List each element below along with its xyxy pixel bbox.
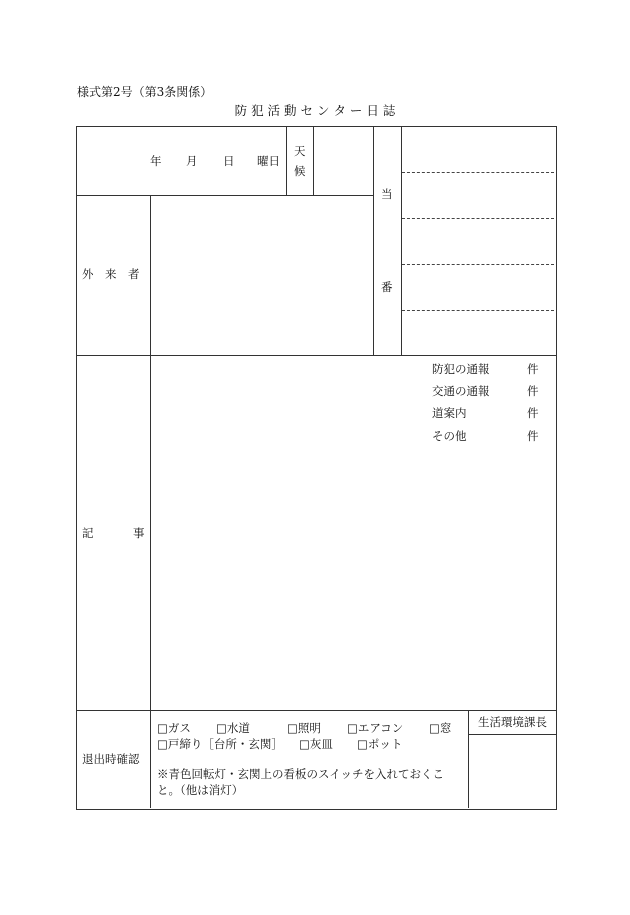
duty-right-line	[401, 126, 402, 356]
date-weekday-label: 曜日	[257, 154, 280, 168]
divider-top-notes	[76, 355, 556, 356]
count-other-label: その他	[432, 429, 467, 443]
divider-notes-exit	[76, 710, 556, 711]
log-table	[76, 126, 557, 810]
form-number: 様式第2号（第3条関係）	[77, 85, 213, 99]
count-crime-label: 防犯の通報	[432, 362, 490, 376]
duty-left-line	[373, 126, 374, 356]
count-traffic-label: 交通の通報	[432, 384, 490, 398]
check-aircon[interactable]: □エアコン	[347, 721, 404, 735]
check-pot[interactable]: □ポット	[357, 737, 403, 751]
exit-check-label: 退出時確認	[82, 752, 140, 766]
date-month-label: 月	[186, 154, 198, 168]
manager-seal-box[interactable]	[469, 735, 555, 807]
exit-note-line1: ※青色回転灯・玄関上の看板のスイッチを入れておくこ	[157, 767, 445, 781]
divider-date-visitor	[76, 195, 373, 196]
check-ashtray[interactable]: □灰皿	[299, 737, 333, 751]
weather-label-bottom: 候	[294, 164, 306, 178]
weather-label-top: 天	[294, 144, 306, 158]
check-locks[interactable]: □戸締り［台所・玄関］	[157, 737, 283, 751]
count-directions-unit: 件	[527, 406, 539, 420]
duty-line-1	[402, 172, 554, 173]
count-crime-unit: 件	[527, 362, 539, 376]
notes-label-right: 事	[133, 526, 145, 540]
duty-line-4	[402, 310, 554, 311]
manager-label: 生活環境課長	[478, 715, 547, 729]
visitor-label: 外 来 者	[82, 267, 140, 281]
check-window[interactable]: □窓	[429, 721, 452, 735]
weather-right-line	[313, 126, 314, 196]
count-directions-label: 道案内	[432, 406, 467, 420]
notes-label-left: 記	[82, 526, 94, 540]
duty-line-2	[402, 218, 554, 219]
count-traffic-unit: 件	[527, 384, 539, 398]
check-gas[interactable]: □ガス	[157, 721, 191, 735]
date-year-label: 年	[150, 154, 162, 168]
duty-line-3	[402, 264, 554, 265]
count-other-unit: 件	[527, 429, 539, 443]
page-title: 防 犯 活 動 セ ン タ ー 日 誌	[234, 103, 396, 118]
duty-label-top: 当	[381, 187, 393, 201]
date-day-label: 日	[223, 154, 235, 168]
label-column-line	[150, 195, 151, 808]
check-lights[interactable]: □照明	[287, 721, 321, 735]
exit-note-line2: と。（他は消灯）	[157, 783, 244, 797]
weather-left-line	[286, 126, 287, 196]
check-water[interactable]: □水道	[216, 721, 250, 735]
duty-label-bottom: 番	[381, 280, 393, 294]
